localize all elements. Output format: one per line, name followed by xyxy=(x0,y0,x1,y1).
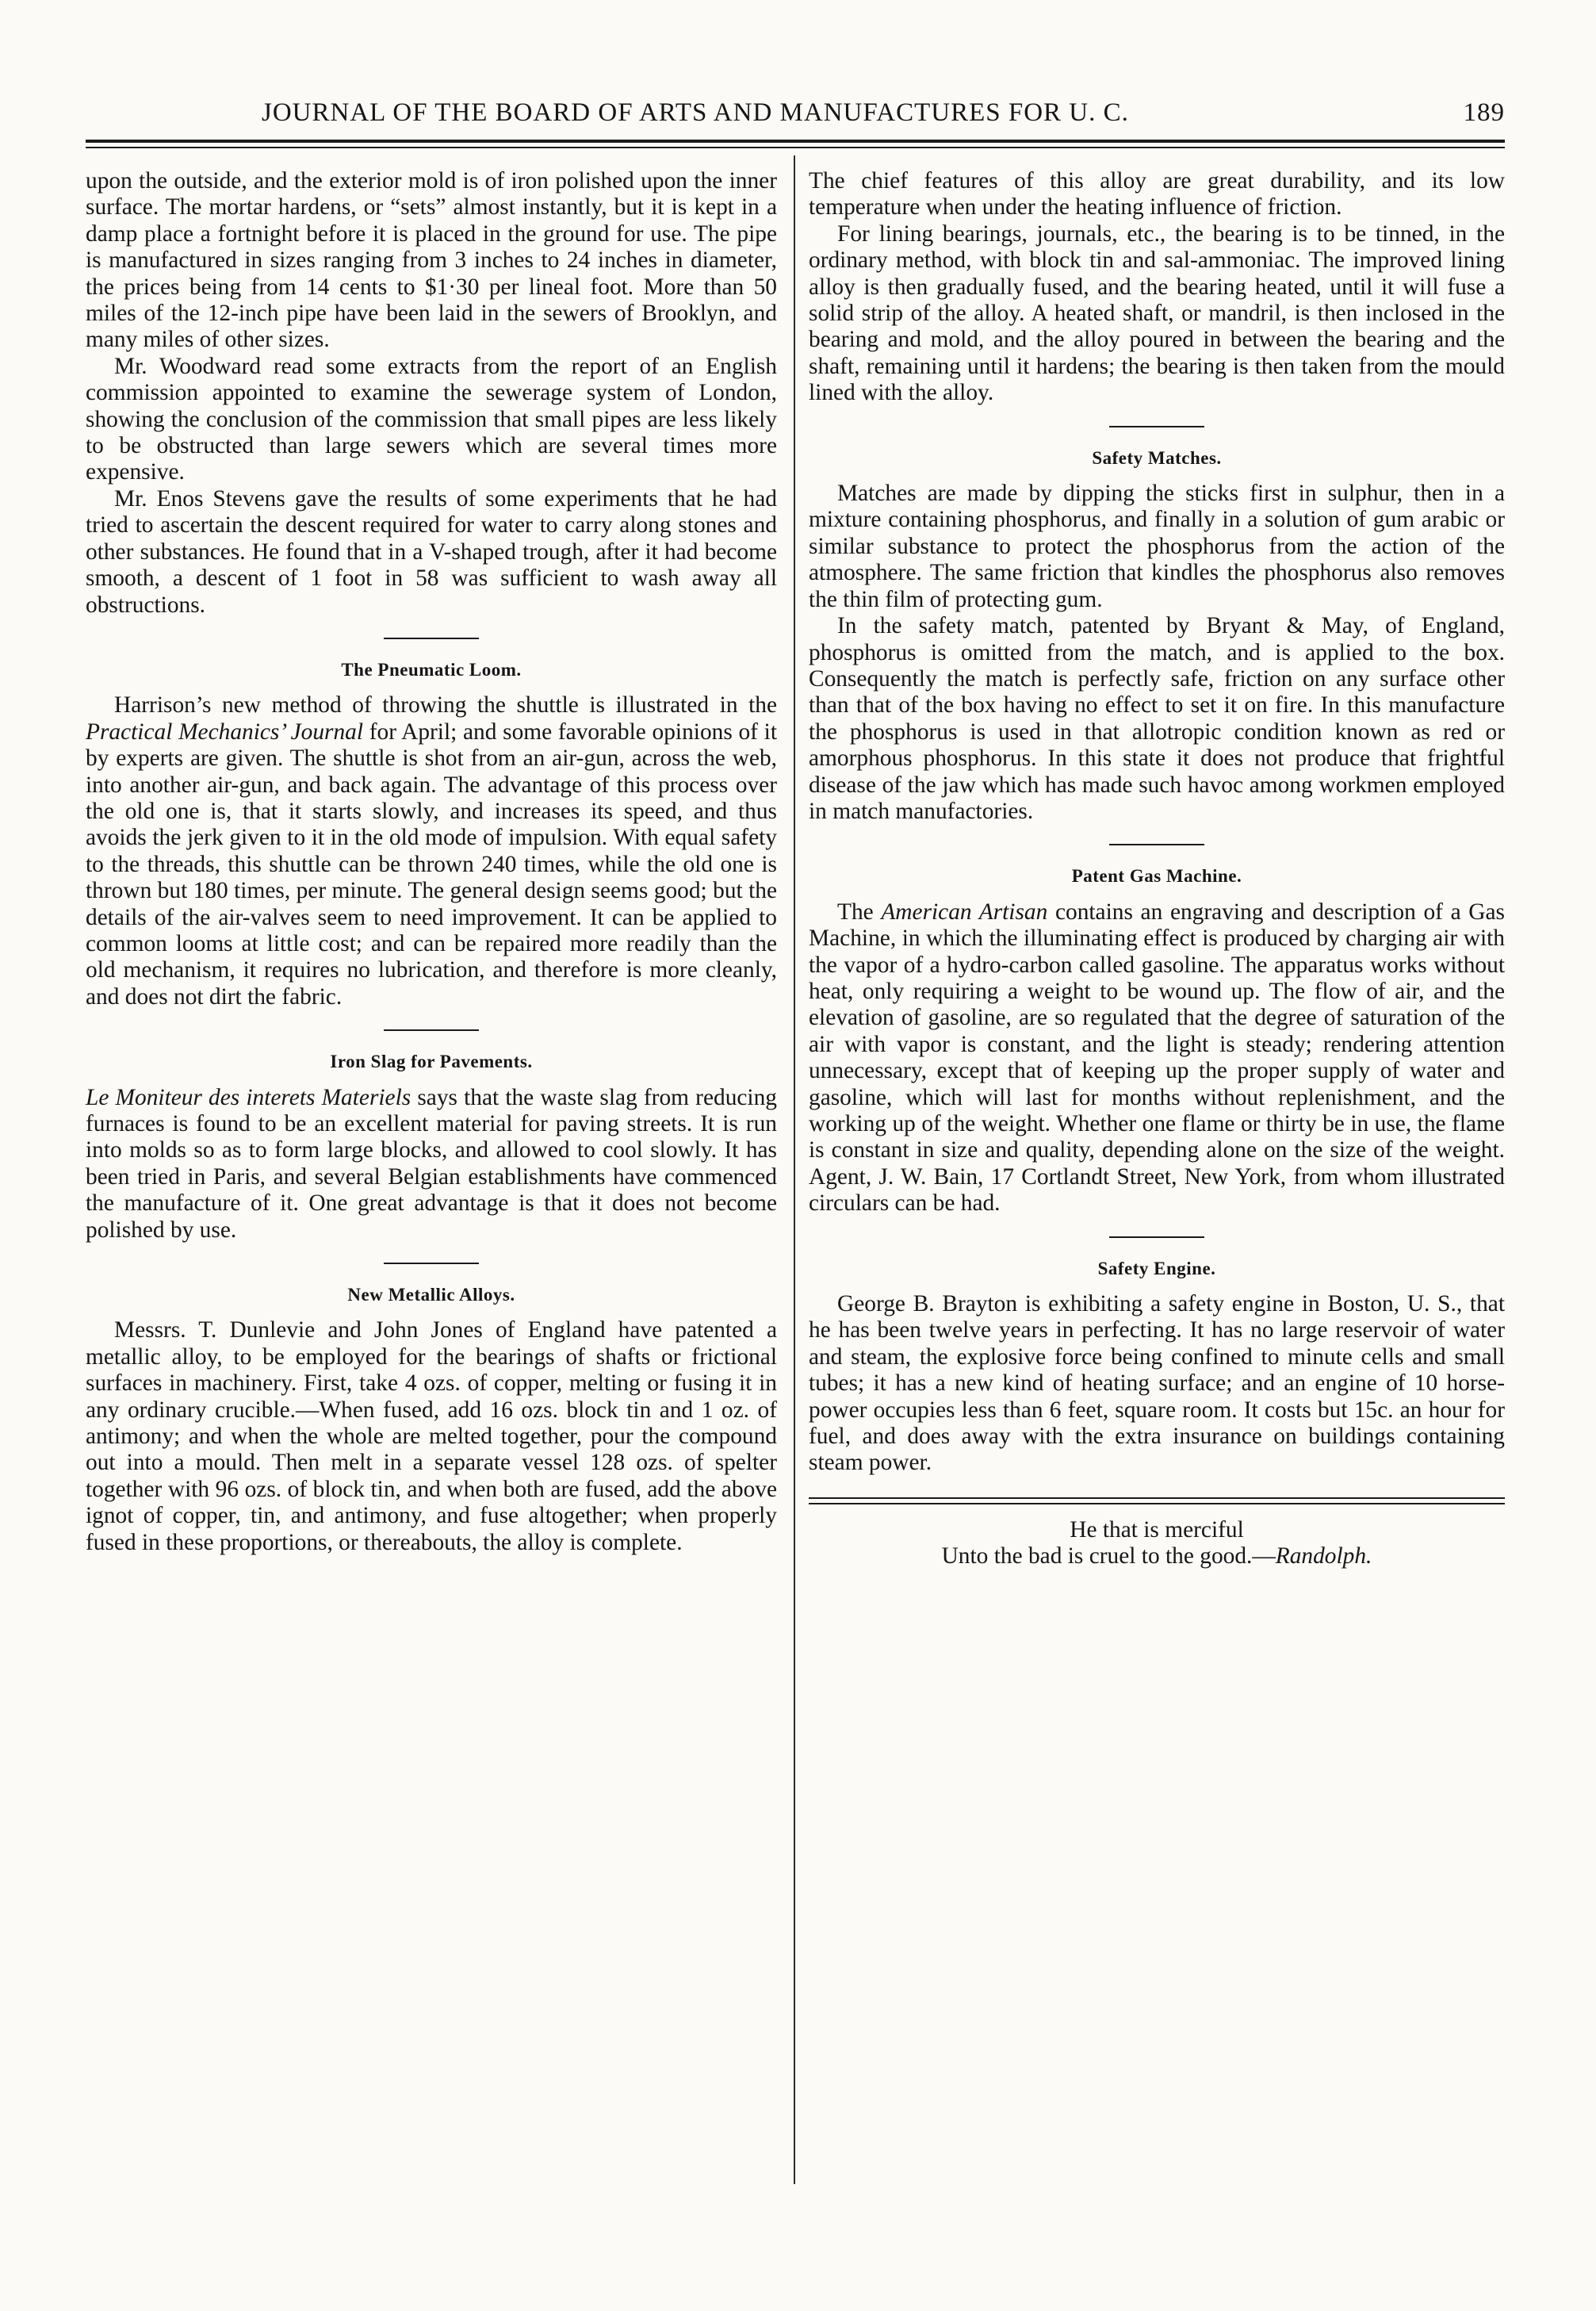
matches-paragraph-1: Matches are made by dipping the sticks first in sulphur, then in a mixture containing phosphorus, and finally in a solution of gum arabic or similar substance to protect the phosphorus from the action of the atmosphere. The same friction that kindles the phosphorus also removes the thin film of protecting gum. xyxy=(809,481,1505,612)
right-column xyxy=(809,168,1505,2192)
loom-text-rest: for April; and some favorable opinions of it by experts are given. The shuttle is shot from an air-gun, across the web, into another air-gun, and back again. The advantage of this process over the old one is, that it starts slowly, and increases its speed, and thus avoids the jerk given to it in the old mode of impulsion. With equal safety to the threads, this shuttle can be thrown 240 times, while the old one is thrown but 180 times, per minute. The general design seems good; but the details of the air-valves seem to need improvement. It can be applied to common looms at little cost; and can be repaired more readily than the old mechanism, it requires no lubrication, and therefore is more cleanly, and does not dirt the fabric. xyxy=(86,719,777,1010)
page-header xyxy=(63,89,1505,136)
closing-verse xyxy=(809,1517,1505,1570)
pneumatic-loom-paragraph xyxy=(86,692,777,1010)
verse-line-2-text: Unto the bad is cruel to the good.— xyxy=(941,1543,1276,1569)
alloys-continued-paragraph: The chief features of this alloy are great durability, and its low temperature when under the heating influence of friction. xyxy=(809,168,1505,220)
gas-machine-paragraph xyxy=(809,899,1505,1217)
loom-journal-title: Practical Mechanics’ Journal xyxy=(86,719,364,745)
slag-source-title: Le Moniteur des interets Materiels xyxy=(86,1084,411,1110)
gas-source-title: American Artisan xyxy=(881,899,1048,925)
section-divider xyxy=(1109,844,1204,845)
section-divider xyxy=(384,638,479,639)
closing-double-rule xyxy=(809,1497,1505,1504)
section-divider xyxy=(384,1029,479,1031)
column-divider xyxy=(794,155,795,2184)
verse-attribution: Randolph. xyxy=(1275,1543,1372,1569)
section-divider xyxy=(1109,1236,1204,1238)
gas-text-rest: contains an engraving and description of a Gas Machine, in which the illuminating effect is produced by charging air with the vapor of a hydro-carbon called gasoline. The apparatus works without heat, only requiring a weight to be wound up. The flow of air, and the elevation of gasoline, are so regulated that the degree of saturation of the air with vapor is constant, and the light is steady; rendering attention unnecessary, except that of keeping up the proper supply of water and gasoline, which will last for months without replenishment, and the working up of the weight. Whether one flame or thirty be in use, the flame is constant in size and quality, depending alone on the size of the weight. Agent, J. W. Bain, 17 Cortlandt Street, New York, from whom illustrated circulars can be had. xyxy=(809,899,1505,1217)
metallic-alloys-paragraph: Messrs. T. Dunlevie and John Jones of England have patented a metallic alloy, to be employed for the bearings of shafts or frictional surfaces in machinery. First, take 4 ozs. of copper, melting or fusing it in any ordinary crucible.—When fused, add 16 ozs. block tin and 1 oz. of antimony; and when the whole are melted together, pour the compound out into a mould. Then melt in a separate vessel 128 ozs. of spelter together with 96 ozs. of block tin, and when both are fused, add the above ignot of copper, tin, and antimony, and fuse altogether; when properly fused in these proportions, or thereabouts, the alloy is complete. xyxy=(86,1317,777,1555)
gas-text-start: The xyxy=(837,899,882,925)
matches-paragraph-2: In the safety match, patented by Bryant & May, of England, phosphorus is omitted from the match, and is applied to the box. Consequently the match is perfectly safe, friction on any surface other than that of the box having no effect to set it on fire. In this manufacture the phosphorus is used in that allotropic condition known as red or amorphous phosphorus. In this state it does not produce that frightful disease of the jaw which has made such havoc among workmen employed in match manufactories. xyxy=(809,613,1505,824)
page-number: 189 xyxy=(1463,98,1505,127)
iron-slag-paragraph xyxy=(86,1085,777,1244)
section-heading-safety-engine: Safety Engine. xyxy=(1097,1258,1216,1278)
section-divider xyxy=(384,1263,479,1264)
section-heading-iron-slag: Iron Slag for Pavements. xyxy=(330,1052,533,1072)
loom-text-start: Harrison’s new method of throwing the shuttle is illustrated in the xyxy=(114,692,777,719)
lining-bearings-paragraph: For lining bearings, journals, etc., the bearing is to be tinned, in the ordinary method, with block tin and sal-ammoniac. The improved lining alloy is then gradually fused, and the bearing heated, until it will fuse a solid strip of the alloy. A heated shaft, or mandril, is then inclosed in the bearing and mold, and the alloy poured in between the bearing and the shaft, remaining until it hardens; the bearing is then taken from the mould lined with the alloy. xyxy=(809,220,1505,406)
stevens-paragraph: Mr. Enos Stevens gave the results of some experiments that he had tried to ascertain the descent required for water to carry along stones and other substances. He found that in a V-shaped trough, after it had become smooth, a descent of 1 foot in 58 was sufficient to wash away all obstructions. xyxy=(86,485,777,618)
section-heading-metallic-alloys: New Metallic Alloys. xyxy=(347,1285,515,1305)
running-title: JOURNAL OF THE BOARD OF ARTS AND MANUFACTURES FOR U. C. xyxy=(262,98,1129,127)
sewer-pipe-paragraph: upon the outside, and the exterior mold is of iron polished upon the inner surface. The mortar hardens, or “sets” almost instantly, but it is kept in a damp place a fortnight before it is placed in the ground for use. The pipe is manufactured in sizes ranging from 3 inches to 24 inches in diameter, the prices being from 14 cents to $1·30 per lineal foot. More than 50 miles of the 12-inch pipe have been laid in the sewers of Brooklyn, and many miles of other sizes. xyxy=(86,168,777,353)
slag-text: says that the waste slag from reducing furnaces is found to be an excellent material for paving streets. It is run into molds so as to form large blocks, and allowed to cool slowly. It has been tried in Paris, and several Belgian establishments have commenced the manufacture of it. One great advantage is that it does not become polished by use. xyxy=(86,1084,777,1243)
section-divider xyxy=(1109,426,1204,427)
section-heading-safety-matches: Safety Matches. xyxy=(1092,447,1222,468)
left-column xyxy=(86,168,777,2192)
verse-line-2 xyxy=(809,1543,1505,1569)
woodward-paragraph: Mr. Woodward read some extracts from the report of an English commission appointed to examine the sewerage system of London, showing the conclusion of the commission that small pipes are less likely to be obstructed than large sewers which are several times more expensive. xyxy=(86,353,777,485)
safety-engine-paragraph: George B. Brayton is exhibiting a safety engine in Boston, U. S., that he has been twelve years in perfecting. It has no large reservoir of water and steam, the explosive force being confined to minute cells and small tubes; it has a new kind of heating surface; and an engine of 10 horse-power occupies less than 6 feet, square room. It costs but 15c. an hour for fuel, and does away with the extra insurance on buildings containing steam power. xyxy=(809,1291,1505,1476)
section-heading-pneumatic-loom: The Pneumatic Loom. xyxy=(341,659,522,680)
header-rule-thin xyxy=(86,147,1505,148)
section-heading-gas-machine: Patent Gas Machine. xyxy=(1071,866,1242,887)
header-rule-heavy xyxy=(86,140,1505,143)
verse-line-1: He that is merciful xyxy=(1070,1516,1244,1543)
